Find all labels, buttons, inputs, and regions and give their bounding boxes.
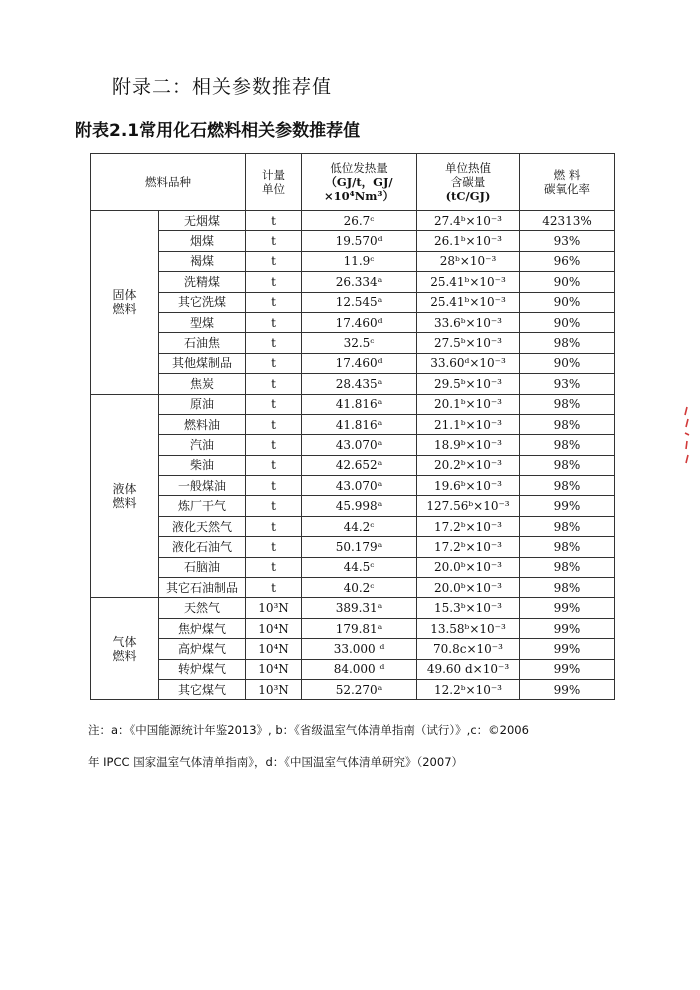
ncv-cell: 26.334ᵃ [302, 272, 417, 292]
unit-cell: t [246, 312, 302, 332]
ncv-cell: 33.000 ᵈ [302, 639, 417, 659]
header-unit: 计量 单位 [246, 154, 302, 211]
ncv-cell: 12.545ᵃ [302, 292, 417, 312]
oxidation-rate-cell: 90% [520, 272, 615, 292]
ncv-cell: 45.998ᵃ [302, 496, 417, 516]
unit-cell: 10⁴N [246, 618, 302, 638]
carbon-content-cell: 17.2ᵇ×10⁻³ [417, 516, 520, 536]
fuel-name-cell: 炼厂干气 [159, 496, 246, 516]
fuel-name-cell: 燃料油 [159, 414, 246, 434]
table-row [91, 292, 615, 312]
fuel-name-cell: 无烟煤 [159, 211, 246, 231]
source-note-line-2: 年 IPCC 国家温室气体清单指南》，d：《中国温室气体清单研究》（2007） [88, 755, 464, 769]
ncv-cell: 17.460ᵈ [302, 353, 417, 373]
unit-cell: t [246, 578, 302, 598]
ncv-cell: 41.816ᵃ [302, 414, 417, 434]
unit-cell: t [246, 251, 302, 271]
unit-cell: t [246, 516, 302, 536]
unit-cell: 10⁴N [246, 639, 302, 659]
table-row [91, 272, 615, 292]
unit-cell: t [246, 231, 302, 251]
table-row [91, 476, 615, 496]
oxidation-rate-cell: 98% [520, 455, 615, 475]
oxidation-rate-cell: 99% [520, 496, 615, 516]
fuel-name-cell: 柴油 [159, 455, 246, 475]
oxidation-rate-cell: 98% [520, 414, 615, 434]
table-row [91, 679, 615, 699]
unit-cell: t [246, 374, 302, 394]
oxidation-rate-cell: 98% [520, 516, 615, 536]
fuel-name-cell: 焦炭 [159, 374, 246, 394]
table-row [91, 394, 615, 414]
unit-cell: t [246, 414, 302, 434]
carbon-content-cell: 28ᵇ×10⁻³ [417, 251, 520, 271]
fuel-name-cell: 天然气 [159, 598, 246, 618]
ncv-cell: 389.31ᵃ [302, 598, 417, 618]
table-row [91, 251, 615, 271]
table-row [91, 353, 615, 373]
table-row [91, 435, 615, 455]
oxidation-rate-cell: 90% [520, 292, 615, 312]
carbon-content-cell: 27.4ᵇ×10⁻³ [417, 211, 520, 231]
oxidation-rate-cell: 96% [520, 251, 615, 271]
oxidation-rate-cell: 99% [520, 618, 615, 638]
fuel-name-cell: 液化天然气 [159, 516, 246, 536]
fuel-name-cell: 其它洗煤 [159, 292, 246, 312]
carbon-content-cell: 19.6ᵇ×10⁻³ [417, 476, 520, 496]
table-row [91, 578, 615, 598]
carbon-content-cell: 25.41ᵇ×10⁻³ [417, 292, 520, 312]
table-row [91, 659, 615, 679]
category-cell: 固体 燃料 [91, 211, 159, 395]
carbon-content-cell: 29.5ᵇ×10⁻³ [417, 374, 520, 394]
oxidation-rate-cell: 99% [520, 598, 615, 618]
table-row [91, 639, 615, 659]
table-row [91, 374, 615, 394]
table-row [91, 618, 615, 638]
ncv-cell: 52.270ᵃ [302, 679, 417, 699]
carbon-content-cell: 20.1ᵇ×10⁻³ [417, 394, 520, 414]
source-note-line-1: 注：a：《中国能源统计年鉴2013》, b：《省级温室气体清单指南（试行）》,c：©2006 [88, 723, 529, 737]
unit-cell: t [246, 476, 302, 496]
table-header-row [91, 154, 615, 211]
table-row [91, 333, 615, 353]
carbon-content-cell: 12.2ᵇ×10⁻³ [417, 679, 520, 699]
category-cell: 液体 燃料 [91, 394, 159, 598]
unit-cell: t [246, 455, 302, 475]
oxidation-rate-cell: 98% [520, 333, 615, 353]
oxidation-rate-cell: 98% [520, 537, 615, 557]
ncv-cell: 40.2ᶜ [302, 578, 417, 598]
ncv-cell: 42.652ᵃ [302, 455, 417, 475]
oxidation-rate-cell: 90% [520, 353, 615, 373]
ncv-cell: 50.179ᵃ [302, 537, 417, 557]
carbon-content-cell: 127.56ᵇ×10⁻³ [417, 496, 520, 516]
table-row [91, 598, 615, 618]
oxidation-rate-cell: 99% [520, 679, 615, 699]
ncv-cell: 17.460ᵈ [302, 312, 417, 332]
unit-cell: t [246, 292, 302, 312]
oxidation-rate-cell: 98% [520, 435, 615, 455]
table-row [91, 537, 615, 557]
fuel-name-cell: 褐煤 [159, 251, 246, 271]
unit-cell: t [246, 557, 302, 577]
fuel-name-cell: 原油 [159, 394, 246, 414]
oxidation-rate-cell: 90% [520, 312, 615, 332]
carbon-content-cell: 33.60ᵈ×10⁻³ [417, 353, 520, 373]
ncv-cell: 28.435ᵃ [302, 374, 417, 394]
unit-cell: 10³N [246, 598, 302, 618]
carbon-content-cell: 70.8c×10⁻³ [417, 639, 520, 659]
fuel-name-cell: 型煤 [159, 312, 246, 332]
unit-cell: t [246, 272, 302, 292]
unit-cell: t [246, 537, 302, 557]
oxidation-rate-cell: 98% [520, 476, 615, 496]
table-body [91, 211, 615, 700]
header-fuel-type: 燃料品种 [91, 154, 246, 211]
ncv-cell: 11.9ᶜ [302, 251, 417, 271]
unit-cell: t [246, 353, 302, 373]
table-row [91, 211, 615, 231]
unit-cell: t [246, 333, 302, 353]
carbon-content-cell: 33.6ᵇ×10⁻³ [417, 312, 520, 332]
fuel-name-cell: 其它煤气 [159, 679, 246, 699]
carbon-content-cell: 21.1ᵇ×10⁻³ [417, 414, 520, 434]
oxidation-rate-cell: 99% [520, 659, 615, 679]
fuel-parameter-table [90, 153, 615, 700]
unit-cell: 10³N [246, 679, 302, 699]
fuel-name-cell: 一般煤油 [159, 476, 246, 496]
fuel-name-cell: 石脑油 [159, 557, 246, 577]
oxidation-rate-cell: 98% [520, 557, 615, 577]
carbon-content-cell: 13.58ᵇ×10⁻³ [417, 618, 520, 638]
table-row [91, 231, 615, 251]
table-row [91, 496, 615, 516]
red-seal-mark [682, 405, 692, 465]
unit-cell: t [246, 394, 302, 414]
fuel-name-cell: 石油焦 [159, 333, 246, 353]
ncv-cell: 44.2ᶜ [302, 516, 417, 536]
unit-cell: t [246, 211, 302, 231]
ncv-cell: 43.070ᵃ [302, 435, 417, 455]
fuel-name-cell: 洗精煤 [159, 272, 246, 292]
fuel-name-cell: 液化石油气 [159, 537, 246, 557]
unit-cell: t [246, 496, 302, 516]
oxidation-rate-cell: 93% [520, 374, 615, 394]
carbon-content-cell: 20.0ᵇ×10⁻³ [417, 557, 520, 577]
oxidation-rate-cell: 93% [520, 231, 615, 251]
carbon-content-cell: 18.9ᵇ×10⁻³ [417, 435, 520, 455]
table-row [91, 312, 615, 332]
oxidation-rate-cell: 98% [520, 578, 615, 598]
carbon-content-cell: 27.5ᵇ×10⁻³ [417, 333, 520, 353]
fuel-name-cell: 汽油 [159, 435, 246, 455]
fuel-name-cell: 其它石油制品 [159, 578, 246, 598]
ncv-cell: 43.070ᵃ [302, 476, 417, 496]
header-oxidation-rate: 燃 料 碳氧化率 [520, 154, 615, 211]
table-row [91, 557, 615, 577]
carbon-content-cell: 15.3ᵇ×10⁻³ [417, 598, 520, 618]
carbon-content-cell: 26.1ᵇ×10⁻³ [417, 231, 520, 251]
fuel-name-cell: 焦炉煤气 [159, 618, 246, 638]
category-cell: 气体 燃料 [91, 598, 159, 700]
fuel-name-cell: 转炉煤气 [159, 659, 246, 679]
fuel-name-cell: 高炉煤气 [159, 639, 246, 659]
ncv-cell: 32.5ᶜ [302, 333, 417, 353]
ncv-cell: 84.000 ᵈ [302, 659, 417, 679]
table-row [91, 414, 615, 434]
ncv-cell: 19.570ᵈ [302, 231, 417, 251]
ncv-cell: 26.7ᶜ [302, 211, 417, 231]
fuel-name-cell: 烟煤 [159, 231, 246, 251]
table-row [91, 516, 615, 536]
header-carbon-content: 单位热值 含碳量 (tC/GJ) [417, 154, 520, 211]
table-title: 附表2.1常用化石燃料相关参数推荐值 [75, 121, 361, 141]
carbon-content-cell: 17.2ᵇ×10⁻³ [417, 537, 520, 557]
ncv-cell: 179.81ᵃ [302, 618, 417, 638]
unit-cell: 10⁴N [246, 659, 302, 679]
carbon-content-cell: 20.0ᵇ×10⁻³ [417, 578, 520, 598]
ncv-cell: 41.816ᵃ [302, 394, 417, 414]
carbon-content-cell: 49.60 d×10⁻³ [417, 659, 520, 679]
appendix-title: 附录二：相关参数推荐值 [112, 76, 333, 98]
carbon-content-cell: 25.41ᵇ×10⁻³ [417, 272, 520, 292]
table-row [91, 455, 615, 475]
oxidation-rate-cell: 42313% [520, 211, 615, 231]
fuel-name-cell: 其他煤制品 [159, 353, 246, 373]
unit-cell: t [246, 435, 302, 455]
header-ncv: 低位发热量 （GJ/t，GJ/×10⁴Nm³） [302, 154, 417, 211]
ncv-cell: 44.5ᶜ [302, 557, 417, 577]
oxidation-rate-cell: 98% [520, 394, 615, 414]
carbon-content-cell: 20.2ᵇ×10⁻³ [417, 455, 520, 475]
oxidation-rate-cell: 99% [520, 639, 615, 659]
